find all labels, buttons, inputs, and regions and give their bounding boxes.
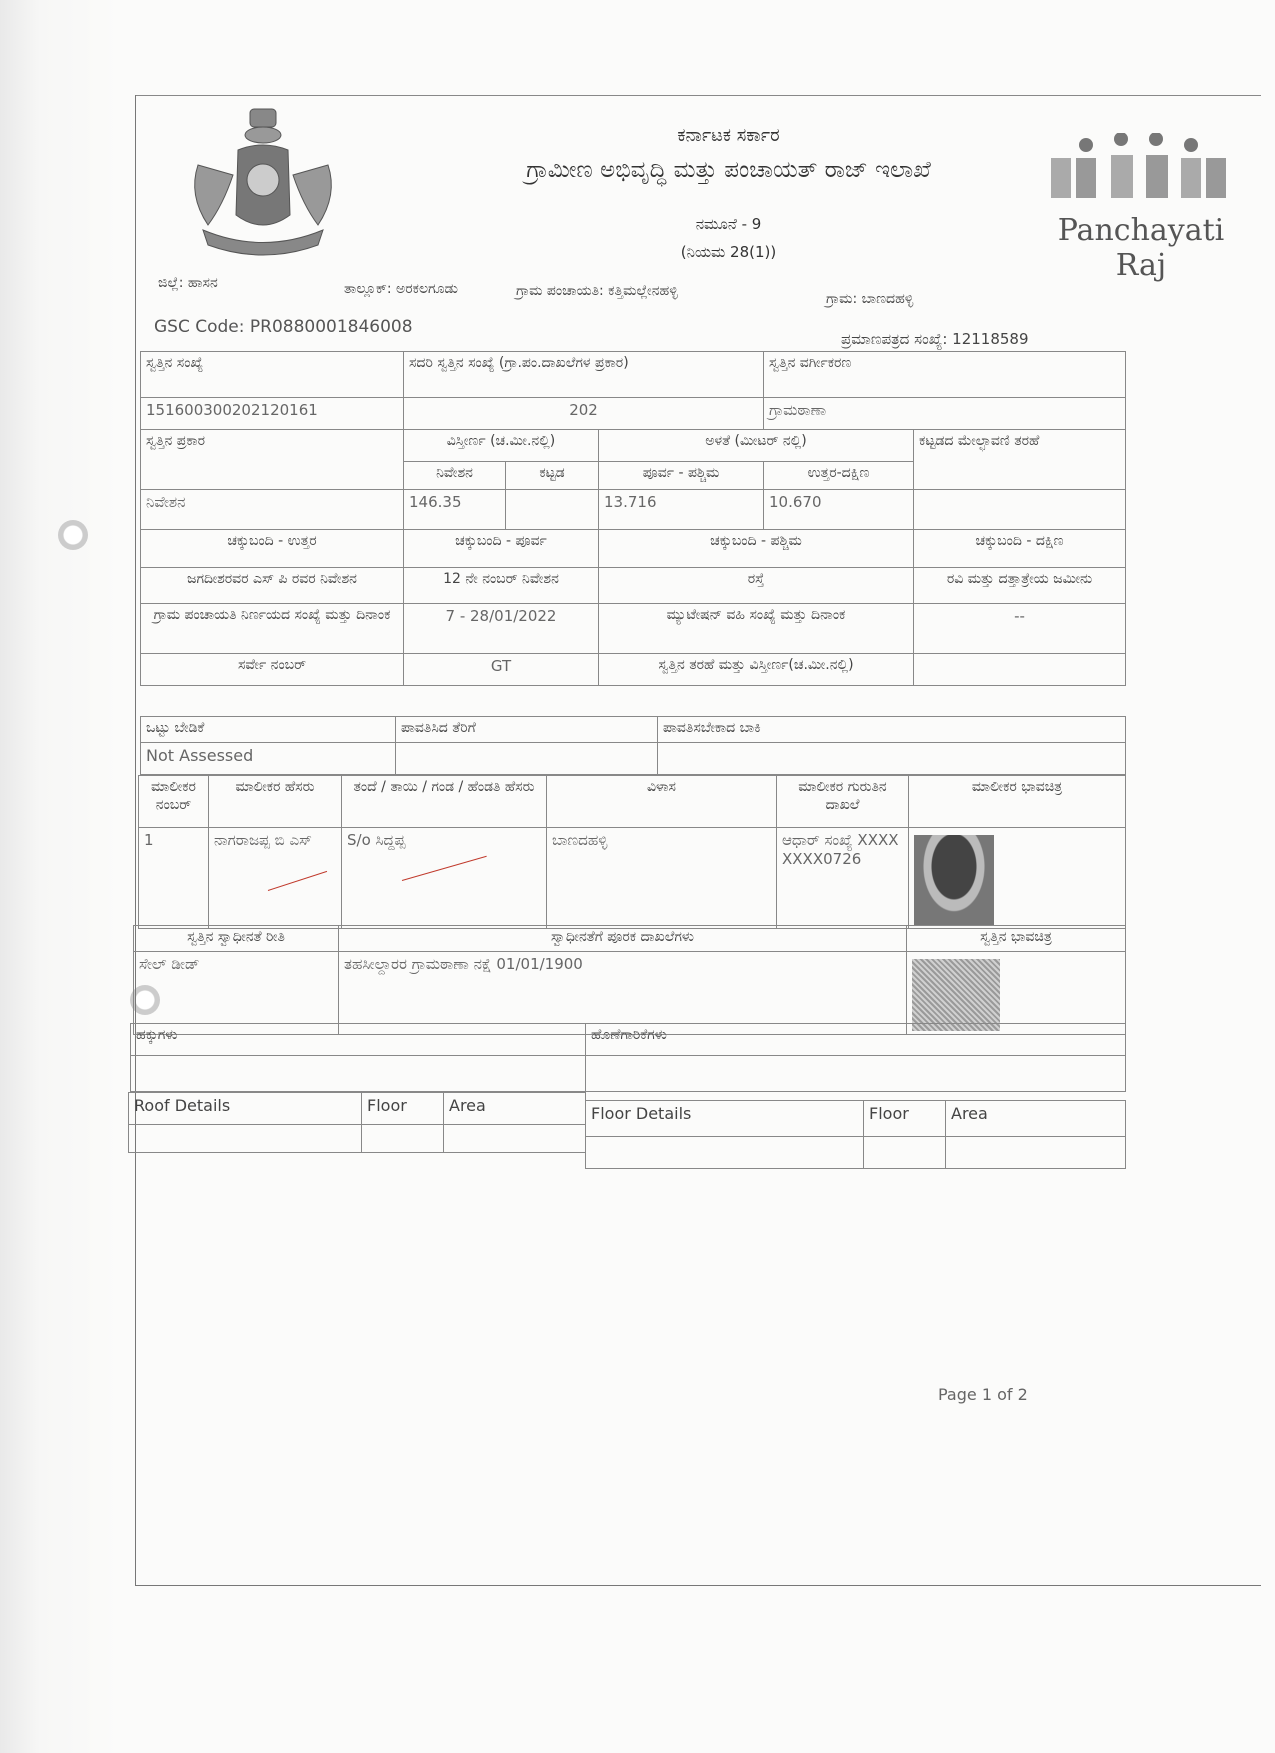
- prop-type-area-label: ಸ್ವತ್ತಿನ ತರಹೆ ಮತ್ತು ವಿಸ್ತೀರ್ಣ(ಚ.ಮೀ.ನಲ್ಲಿ): [599, 654, 914, 686]
- government-title: ಕರ್ನಾಟಕ ಸರ್ಕಾರ: [677, 125, 780, 146]
- floor-floor-header: Floor: [864, 1101, 946, 1137]
- owner-name: ನಾಗರಾಜಪ್ಪ ಬಿ ಎಸ್: [209, 828, 342, 929]
- owner-no: 1: [139, 828, 209, 929]
- boundary-east-label: ಚಕ್ಕುಬಂದಿ - ಪೂರ್ವ: [404, 530, 599, 568]
- owner-name-header: ಮಾಲೀಕರ ಹೆಸರು: [209, 776, 342, 828]
- roof-area-header: Area: [444, 1093, 586, 1125]
- paid-tax-label: ಪಾವತಿಸಿದ ತೆರಿಗೆ: [396, 717, 658, 743]
- dim-east-west-label: ಪೂರ್ವ - ಪಶ್ಚಿಮ: [599, 462, 764, 490]
- boundary-east-value: 12 ನೇ ನಂಬರ್ ನಿವೇಶನ: [404, 568, 599, 604]
- rule-number: (ನಿಯಮ 28(1)): [680, 243, 777, 261]
- area-label: ವಿಸ್ತೀರ್ಣ (ಚ.ಮೀ.ನಲ್ಲಿ): [404, 430, 599, 462]
- due-tax-label: ಪಾವತಿಸಬೇಕಾದ ಬಾಕಿ: [658, 717, 1126, 743]
- floor-area-header: Area: [946, 1101, 1126, 1137]
- registered-id-value: 202: [404, 398, 764, 430]
- floor-row-cell: [586, 1137, 864, 1169]
- owner-photo: [914, 835, 994, 925]
- owner-id-doc: ಆಧಾರ್ ಸಂಖ್ಯೆ XXXXXXXX0726: [777, 828, 909, 929]
- punch-hole: [58, 520, 88, 550]
- paid-tax-value: [396, 743, 658, 775]
- liabilities-value: [586, 1056, 1126, 1092]
- roof-row-cell: [444, 1125, 586, 1153]
- property-id-label: ಸ್ವತ್ತಿನ ಸಂಖ್ಯೆ: [141, 352, 404, 398]
- panchayati-raj-logo: [1041, 133, 1241, 283]
- boundary-west-value: ರಸ್ತೆ: [599, 568, 914, 604]
- ownership-table: [133, 925, 1126, 1035]
- roof-floor-header: Floor: [362, 1093, 444, 1125]
- roof-details-title: Roof Details: [129, 1093, 362, 1125]
- prop-type-area-value: [914, 654, 1126, 686]
- due-tax-value: [658, 743, 1126, 775]
- property-photo: [912, 959, 1000, 1031]
- page-number: Page 1 of 2: [938, 1385, 1028, 1404]
- ownership-docs-value: ತಹಸೀಲ್ದಾರರ ಗ್ರಾಮಠಾಣಾ ನಕ್ಷೆ 01/01/1900: [339, 952, 907, 1035]
- area-site-value: 146.35: [404, 490, 506, 530]
- roof-details-table: [128, 1092, 586, 1153]
- owner-relation-header: ತಂದೆ / ತಾಯಿ / ಗಂಡ / ಹೆಂಡತಿ ಹೆಸರು: [342, 776, 547, 828]
- floor-row-cell: [946, 1137, 1126, 1169]
- tax-table: [140, 716, 1126, 775]
- total-demand-label: ಒಟ್ಟು ಬೇಡಿಕೆ: [141, 717, 396, 743]
- property-id-value: 151600300202120161: [141, 398, 404, 430]
- form-number: ನಮೂನೆ - 9: [695, 215, 762, 233]
- dimension-label: ಅಳತೆ (ಮೀಟರ್ ನಲ್ಲಿ): [599, 430, 914, 462]
- table-row: [139, 828, 1126, 929]
- classification-label: ಸ್ವತ್ತಿನ ವರ್ಗೀಕರಣ: [764, 352, 1126, 398]
- owner-relation: S/o ಸಿದ್ದಪ್ಪ: [342, 828, 547, 929]
- resolution-label: ಗ್ರಾಮ ಪಂಚಾಯತಿ ನಿರ್ಣಯದ ಸಂಖ್ಯೆ ಮತ್ತು ದಿನಾಂಕ: [141, 604, 404, 654]
- department-title: ಗ್ರಾಮೀಣ ಅಭಿವೃದ್ಧಿ ಮತ್ತು ಪಂಚಾಯತ್ ರಾಜ್ ಇಲಾಖೆ: [526, 157, 931, 183]
- boundary-south-label: ಚಕ್ಕುಬಂದಿ - ದಕ್ಷಿಣ: [914, 530, 1126, 568]
- top-border: [136, 95, 1261, 96]
- boundary-south-value: ರವಿ ಮತ್ತು ದತ್ತಾತ್ರೇಯ ಜಮೀನು: [914, 568, 1126, 604]
- rights-value: [131, 1056, 586, 1092]
- dim-north-south-value: 10.670: [764, 490, 914, 530]
- liabilities-label: ಹೊಣೆಗಾರಿಕೆಗಳು: [586, 1024, 1126, 1056]
- registered-id-label: ಸದರಿ ಸ್ವತ್ತಿನ ಸಂಖ್ಯೆ (ಗ್ರಾ.ಪಂ.ದಾಖಲೆಗಳ ಪ್ರಕಾರ): [404, 352, 764, 398]
- survey-value: GT: [404, 654, 599, 686]
- mutation-value: --: [914, 604, 1126, 654]
- total-demand-value: Not Assessed: [141, 743, 396, 775]
- dim-north-south-label: ಉತ್ತರ-ದಕ್ಷಿಣ: [764, 462, 914, 490]
- floor-details-title: Floor Details: [586, 1101, 864, 1137]
- area-building-value: [506, 490, 599, 530]
- floor-row-cell: [864, 1137, 946, 1169]
- floor-details-table: [585, 1100, 1126, 1169]
- ownership-mode-value: ಸೇಲ್ ಡೀಡ್: [134, 952, 339, 1035]
- classification-value: ಗ್ರಾಮಠಾಣಾ: [764, 398, 1126, 430]
- property-table: [140, 351, 1126, 686]
- area-site-label: ನಿವೇಶನ: [404, 462, 506, 490]
- rights-table: [130, 1023, 1126, 1092]
- dim-east-west-value: 13.716: [599, 490, 764, 530]
- gram-panchayat: ಗ್ರಾಮ ಪಂಚಾಯತಿ: ಕತ್ತಿಮಲ್ಲೇನಹಳ್ಳಿ: [516, 283, 678, 299]
- owner-table: [138, 775, 1126, 929]
- owner-address-header: ವಿಳಾಸ: [547, 776, 777, 828]
- area-building-label: ಕಟ್ಟಡ: [506, 462, 599, 490]
- survey-label: ಸರ್ವೇ ನಂಬರ್: [141, 654, 404, 686]
- ownership-docs-label: ಸ್ವಾಧೀನತೆಗೆ ಪೂರಕ ದಾಖಲೆಗಳು: [339, 926, 907, 952]
- owner-no-header: ಮಾಲೀಕರ ನಂಬರ್: [139, 776, 209, 828]
- boundary-west-label: ಚಕ್ಕುಬಂದಿ - ಪಶ್ಚಿಮ: [599, 530, 914, 568]
- gsc-code: GSC Code: PR0880001846008: [154, 317, 413, 337]
- roof-type-value: [914, 490, 1126, 530]
- property-type-value: ನಿವೇಶನ: [141, 490, 404, 530]
- taluk: ತಾಲ್ಲೂಕ್: ಅರಕಲಗೂಡು: [344, 281, 458, 297]
- village: ಗ್ರಾಮ: ಬಾಣದಹಳ್ಳಿ: [826, 291, 914, 307]
- ownership-mode-label: ಸ್ವತ್ತಿನ ಸ್ವಾಧೀನತೆ ರೀತಿ: [134, 926, 339, 952]
- roof-row-cell: [129, 1125, 362, 1153]
- resolution-value: 7 - 28/01/2022: [404, 604, 599, 654]
- boundary-north-value: ಜಗದೀಶರವರ ಎಸ್ ಪಿ ರವರ ನಿವೇಶನ: [141, 568, 404, 604]
- district: ಜಿಲ್ಲೆ: ಹಾಸನ: [158, 275, 218, 291]
- property-type-label: ಸ್ವತ್ತಿನ ಪ್ರಕಾರ: [141, 430, 404, 490]
- rights-label: ಹಕ್ಕುಗಳು: [131, 1024, 586, 1056]
- mutation-label: ಮ್ಯುಟೇಷನ್ ವಹಿ ಸಂಖ್ಯೆ ಮತ್ತು ದಿನಾಂಕ: [599, 604, 914, 654]
- owner-photo-cell: [909, 828, 1126, 929]
- owner-photo-header: ಮಾಲೀಕರ ಭಾವಚಿತ್ರ: [909, 776, 1126, 828]
- owner-address: ಬಾಣದಹಳ್ಳಿ: [547, 828, 777, 929]
- owner-id-header: ಮಾಲೀಕರ ಗುರುತಿನ ದಾಖಲೆ: [777, 776, 909, 828]
- roof-type-label: ಕಟ್ಟಡದ ಮೇಲ್ಛಾವಣಿ ತರಹೆ: [914, 430, 1126, 490]
- boundary-north-label: ಚಕ್ಕುಬಂದಿ - ಉತ್ತರ: [141, 530, 404, 568]
- logo-text: Panchayati Raj: [1057, 213, 1225, 283]
- roof-row-cell: [362, 1125, 444, 1153]
- property-photo-label: ಸ್ವತ್ತಿನ ಭಾವಚಿತ್ರ: [907, 926, 1126, 952]
- certificate-number: ಪ್ರಮಾಣಪತ್ರದ ಸಂಖ್ಯೆ: 12118589: [841, 330, 1029, 348]
